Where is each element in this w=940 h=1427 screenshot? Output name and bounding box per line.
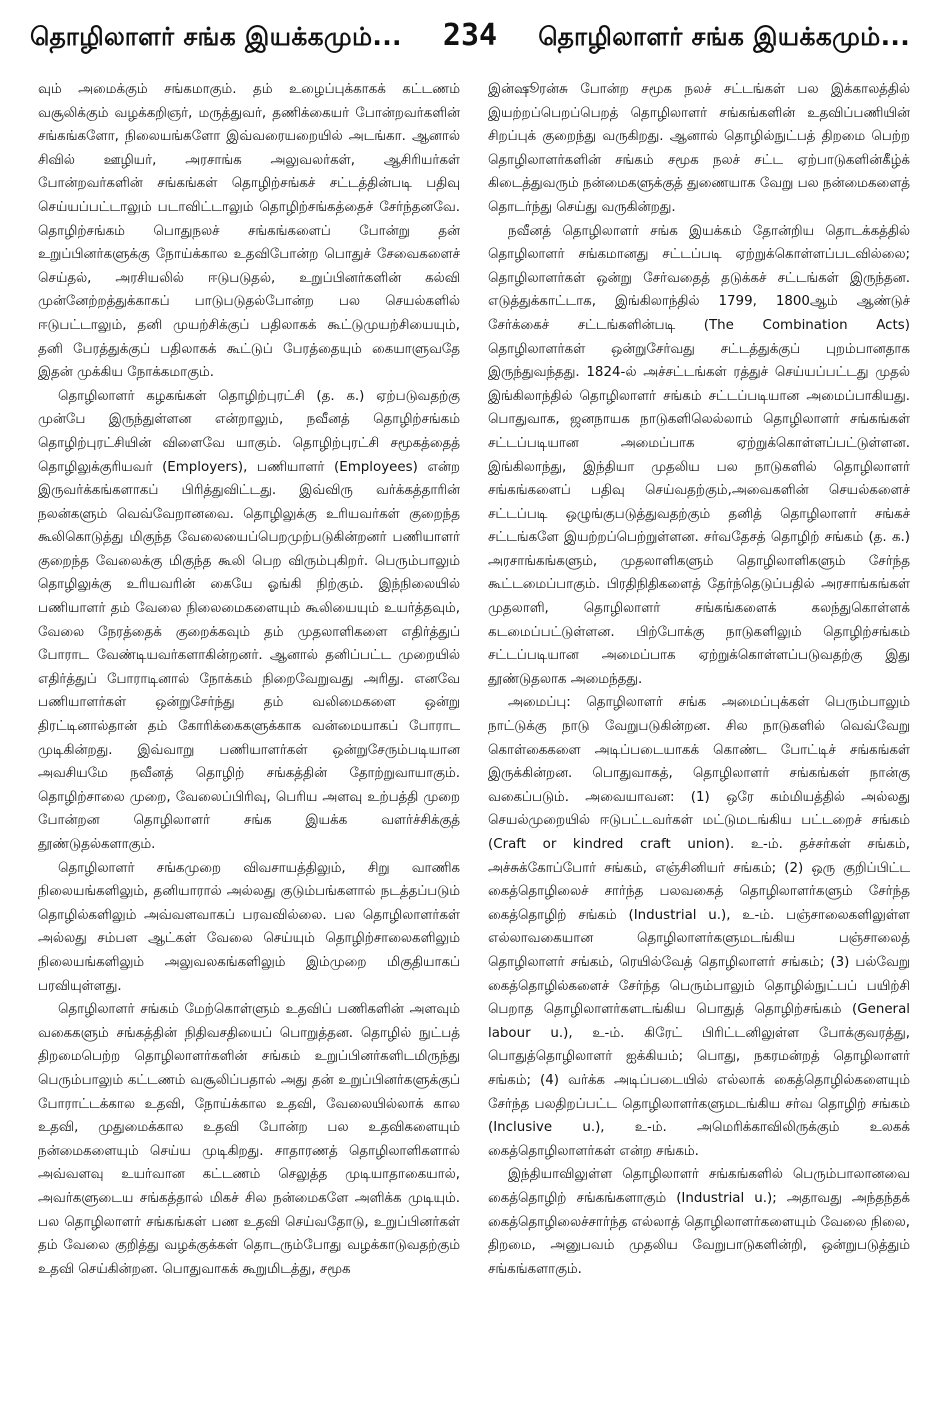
left-column [38,78,460,1281]
paragraph: தொழிலாளர் கழகங்கள் தொழிற்புரட்சி (த. க.) ஏற்படுவதற்கு முன்பே இருந்துள்ளன என்றாலும், நவீனத் தொழிற்சங்கம் தொழிற்புரட்சியின் விளைவே யாகும். தொழிற்புரட்சி சமூகத்தைத் தொழிலுக்குரியவர் (Employers), பணியாளர் (Employees) என்ற இருவர்க்கங்களாகப் பிரித்துவிட்டது. இவ்விரு வர்க்கத்தாரின் நலன்களும் வெவ்வேறானவை. தொழிலுக்கு உரியவர்கள் குறைந்த கூலிகொடுத்து மிகுந்த வேலையைப்பெறமுற்படுகின்றனர் பணியாளர் குறைந்த வேலைக்கு மிகுந்த கூலி பெற விரும்புகிறர். பெரும்பாலும் தொழிலுக்கு உரியவரின் கையே ஓங்கி நிற்கும். இந்நிலையில் பணியாளர் தம் வேலை நிலைமைகளையும் கூலியையும் உயர்த்தவும், வேலை நேரத்தைக் குறைக்கவும் தம் முதலாளிகளை எதிர்த்துப் போராட வேண்டியவர்களாகின்றனர். ஆனால் தனிப்பட்ட முறையில் எதிர்த்துப் போராடினால் நோக்கம் நிறைவேறுவது அரிது. எனவே பணியாளர்கள் ஒன்றுசேர்ந்து தம் வலிமைகளை ஒன்று திரட்டினால்தான் தம் கோரிக்கைகளுக்காக வன்மையாகப் போராட முடிகின்றது. இவ்வாறு பணியாளர்கள் ஒன்றுசேரும்படியான அவசியமே நவீனத் தொழிற் சங்கத்தின் தோற்றுவாயாகும். தொழிற்சாலை முறை, வேலைப்பிரிவு, பெரிய அளவு உற்பத்தி முறை போன்றன தொழிலாளர் சங்க இயக்க வளர்ச்சிக்குத் தூண்டுதல்களாகும். [38,388,460,852]
page-header [30,14,910,74]
paragraph: நவீனத் தொழிலாளர் சங்க இயக்கம் தோன்றிய தொடக்கத்தில் தொழிலாளர் சங்கமானது சட்டப்படி ஏற்றுக்கொள்ளப்படவில்லை; தொழிலாளர்கள் ஒன்று சேர்வதைத் தடுக்கச் சட்டங்கள் இருந்தன. எடுத்துக்காட்டாக, இங்கிலாந்தில் 1799, 1800ஆம் ஆண்டுச் சேர்க்கைச் சட்டங்களின்படி (The Combination Acts) தொழிலாளர்கள் ஒன்றுசேர்வது சட்டத்துக்குப் புறம்பானதாக இருந்துவந்தது. 1824-ல் அச்சட்டங்கள் ரத்துச் செய்யப்பட்டது முதல் இங்கிலாந்தில் தொழிலாளர் சங்கம் சட்டப்படியான அமைப்பாகியது. பொதுவாக, ஜனநாயக நாடுகளிலெல்லாம் தொழிலாளர் சங்கங்கள் சட்டப்படியான அமைப்பாக ஏற்றுக்கொள்ளப்பட்டுள்ளன. இங்கிலாந்து, இந்தியா முதலிய பல நாடுகளில் தொழிலாளர் சங்கங்களைப் பதிவு செய்வதற்கும்,அவைகளின் செயல்களைச் சட்டப்படி ஒழுங்குபடுத்துவதற்கும் தனித் தொழிலாளர் சங்கச் சட்டங்களே இயற்றப்பெற்றுள்ளன. சர்வதேசத் தொழிற் சங்கம் (த. க.) அரசாங்கங்களும், முதலாளிகளும் தொழிலாளிகளும் சேர்ந்த கூட்டமைப்பாகும். பிரதிநிதிகளைத் தேர்ந்தெடுப்பதில் அரசாங்கங்கள் முதலாளி, தொழிலாளர் சங்கங்களைக் கலந்துகொள்ளக் கடமைப்பட்டுள்ளன. பிற்போக்கு நாடுகளிலும் தொழிற்சங்கம் சட்டப்படியான அமைப்பாக ஏற்றுக்கொள்ளப்படுவதற்கு இது தூண்டுதலாக அமைந்தது. [488,223,910,687]
running-title-left: தொழிலாளர் சங்க இயக்கமும்... [30,22,402,51]
right-column [488,78,910,1281]
paragraph: இன்ஷூரன்சு போன்ற சமூக நலச் சட்டங்கள் பல இக்காலத்தில் இயற்றப்பெறப்பெறத் தொழிலாளர் சங்கங்களின் உதவிப்பணியின் சிறப்புக் குறைந்து வருகிறது. ஆனால் தொழில்நுட்பத் திறமை பெற்ற தொழிலாளர்களின் சங்கம் சமூக நலச் சட்ட ஏற்பாடுகளின்கீழ்க் கிடைத்துவரும் நன்மைகளுக்குத் துணையாக வேறு பல நன்மைகளைத் தொடர்ந்து செய்து வருகின்றது. [488,82,910,215]
page-number: 234 [442,18,498,53]
paragraph: தொழிலாளர் சங்கமுறை விவசாயத்திலும், சிறு வாணிக நிலையங்களிலும், தனியாரால் அல்லது குடும்பங்களால் நடத்தப்படும் தொழில்களிலும் அவ்வளவாகப் பரவவில்லை. பல தொழிலாளர்கள் அல்லது சம்பள ஆட்கள் வேலை செய்யும் தொழிற்சாலைகளிலும் நிலையங்களிலும் அலுவலகங்களிலும் இம்முறை மிகுதியாகப் பரவியுள்ளது. [38,860,460,994]
running-title-right: தொழிலாளர் சங்க இயக்கமும்... [538,22,910,51]
paragraph: வும் அமைக்கும் சங்கமாகும். தம் உழைப்புக்காகக் கட்டணம் வசூலிக்கும் வழக்கறிஞர், மருத்துவர், தணிக்கையர் போன்றவர்களின் சங்கங்களோ, நிலையங்களோ இவ்வரையறையில் அடங்கா. ஆனால் சிவில் ஊழியர், அரசாங்க அலுவலர்கள், ஆசிரியர்கள் போன்றவர்களின் சங்கங்கள் தொழிற்சங்கச் சட்டத்தின்படி பதிவு செய்யப்பட்டாலும் படாவிட்டாலும் தொழிற்சங்கத்தைச் சேர்ந்தனவே. தொழிற்சங்கம் பொதுநலச் சங்கங்களைப் போன்று தன் உறுப்பினர்களுக்கு நோய்க்கால உதவிபோன்ற பொதுச் சேவைகளைச் செய்தல், அரசியலில் ஈடுபடுதல், உறுப்பினர்களின் கல்வி முன்னேற்றத்துக்காகப் பாடுபடுதல்போன்ற பல செயல்களில் ஈடுபட்டாலும், தனி முயற்சிக்குப் பதிலாகக் கூட்டுமுயற்சியையும், தனி பேரத்துக்குப் பதிலாகக் கூட்டுப் பேரத்தையும் கையாளுவதே இதன் முக்கிய நோக்கமாகும். [38,82,460,381]
paragraph: அமைப்பு: தொழிலாளர் சங்க அமைப்புக்கள் பெரும்பாலும் நாட்டுக்கு நாடு வேறுபடுகின்றன. சில நாடுகளில் வெவ்வேறு கொள்கைகளை அடிப்படையாகக் கொண்ட போட்டிச் சங்கங்கள் இருக்கின்றன. பொதுவாகத், தொழிலாளர் சங்கங்கள் நான்கு வகைப்படும். அவையாவன: (1) ஒரே கம்மியத்தில் அல்லது செயல்முறையில் ஈடுபட்டவர்கள் மட்டுமடங்கிய பட்டறைச் சங்கம் (Craft or kindred craft union). உ-ம். தச்சர்கள் சங்கம், அச்சுக்கோப்போர் சங்கம், எஞ்சினியர் சங்கம்; (2) ஒரு குறிப்பிட்ட கைத்தொழிலைச் சார்ந்த பலவகைத் தொழிலாளர்களும் சேர்ந்த கைத்தொழிற் சங்கம் (Industrial u.), உ-ம். பஞ்சாலைகளிலுள்ள எல்லாவகையான தொழிலாளர்களுமடங்கிய பஞ்சாலைத் தொழிலாளர் சங்கம், ரெயில்வேத் தொழிலாளர் சங்கம்; (3) பல்வேறு கைத்தொழில்களைச் சேர்ந்த பெரும்பாலும் தொழில்நுட்பப் பயிற்சி பெறாத தொழிலாளர்களடங்கிய பொதுத் தொழிற்சங்கம் (General labour u.), உ-ம். கிரேட் பிரிட்டனிலுள்ள போக்குவரத்து, பொதுத்தொழிலாளர் ஐக்கியம்; பொது, நகரமன்றத் தொழிலாளர் சங்கம்; (4) வர்க்க அடிப்படையில் எல்லாக் கைத்தொழில்களையும் சேர்ந்த பலதிறப்பட்ட தொழிலாளர்களுமடங்கிய சர்வ தொழிற் சங்கம் (Inclusive u.), உ-ம். அமெரிக்காவிலிருக்கும் உலகக் கைத்தொழிலாளர்கள் என்ற சங்கம். [488,695,910,1159]
paragraph: தொழிலாளர் சங்கம் மேற்கொள்ளும் உதவிப் பணிகளின் அளவும் வகைகளும் சங்கத்தின் நிதிவசதியைப் பொறுத்தன. தொழில் நுட்பத் திறமைபெற்ற தொழிலாளர்களின் சங்கம் உறுப்பினர்களிடமிருந்து பெரும்பாலும் கட்டணம் வசூலிப்பதால் அது தன் உறுப்பினர்களுக்குப் போராட்டக்கால உதவி, நோய்க்கால உதவி, வேலையில்லாக் கால உதவி, முதுமைக்கால உதவி போன்ற பல உதவிகளையும் நன்மைகளையும் செய்ய முடிகிறது. சாதாரணத் தொழிலாளிகளால் அவ்வளவு உயர்வான கட்டணம் செலுத்த முடியாதாகையால், அவர்களுடைய சங்கத்தால் மிகச் சில நன்மைகளே அளிக்க முடியும். பல தொழிலாளர் சங்கங்கள் பண உதவி செய்வதோடு, உறுப்பினர்கள் தம் வேலை குறித்து வழக்குக்கள் தொடரும்போது வழக்காடுவதற்கும் உதவி செய்கின்றன. பொதுவாகக் கூறுமிடத்து, சமூக [38,1002,460,1277]
paragraph: இந்தியாவிலுள்ள தொழிலாளர் சங்கங்களில் பெரும்பாலானவை கைத்தொழிற் சங்கங்களாகும் (Industrial u.); அதாவது அந்தந்தக் கைத்தொழிலைச்சார்ந்த எல்லாத் தொழிலாளர்களையும் வேலை நிலை, திறமை, அனுபவம் முதலிய வேறுபாடுகளின்றி, ஒன்றுபடுத்தும் சங்கங்களாகும். [488,1167,910,1277]
